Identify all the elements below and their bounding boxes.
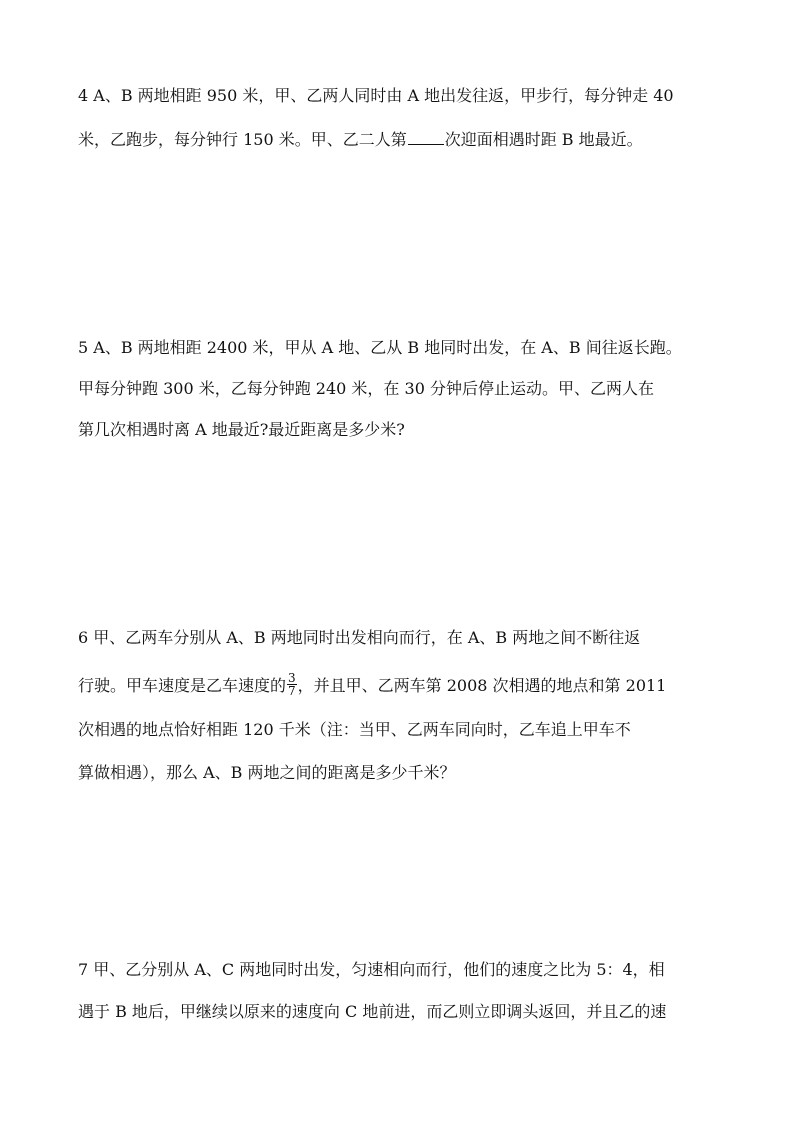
problem-7-line-1: 7 甲、乙分别从 A、C 两地同时出发，匀速相向而行，他们的速度之比为 5：4，相 <box>78 960 665 979</box>
problem-6-line-3: 次相遇的地点恰好相距 120 千米（注：当甲、乙两车同向时，乙车追上甲车不 <box>78 720 631 739</box>
fraction-numerator: 3 <box>288 671 296 685</box>
problem-4-line-2-text: 米，乙跑步，每分钟行 150 米。甲、乙二人第 <box>78 130 407 149</box>
problem-6-line-2-tail: ，并且甲、乙两车第 2008 次相遇的地点和第 2011 <box>297 676 667 695</box>
problem-6-line-2 <box>78 671 667 698</box>
problem-5-line-1: 5 A、B 两地相距 2400 米，甲从 A 地、乙从 B 地同时出发，在 A、B 间往返长跑。 <box>78 338 682 357</box>
problem-6-line-4: 算做相遇），那么 A、B 两地之间的距离是多少千米？ <box>78 763 456 782</box>
problem-5-line-3: 第几次相遇时离 A 地最近?最近距离是多少米? <box>78 420 405 439</box>
problem-5-line-2: 甲每分钟跑 300 米，乙每分钟跑 240 米，在 30 分钟后停止运动。甲、乙两人在 <box>78 379 654 398</box>
problem-6-line-1: 6 甲、乙两车分别从 A、B 两地同时出发相向而行，在 A、B 两地之间不断往返 <box>78 628 641 647</box>
problem-4-line-2 <box>78 130 643 150</box>
problem-4-line-2-tail: 次迎面相遇时距 B 地最近。 <box>444 130 643 149</box>
problem-4-line-1: 4 A、B 两地相距 950 米，甲、乙两人同时由 A 地出发往返，甲步行，每分钟走 40 <box>78 86 674 105</box>
problem-7-line-2: 遇于 B 地后，甲继续以原来的速度向 C 地前进，而乙则立即调头返回，并且乙的速 <box>78 1002 667 1021</box>
answer-blank[interactable] <box>408 130 444 145</box>
fraction <box>287 672 297 697</box>
problem-6-line-2-text: 行驶。甲车速度是乙车速度的 <box>78 676 287 695</box>
fraction-denominator: 7 <box>288 684 296 698</box>
